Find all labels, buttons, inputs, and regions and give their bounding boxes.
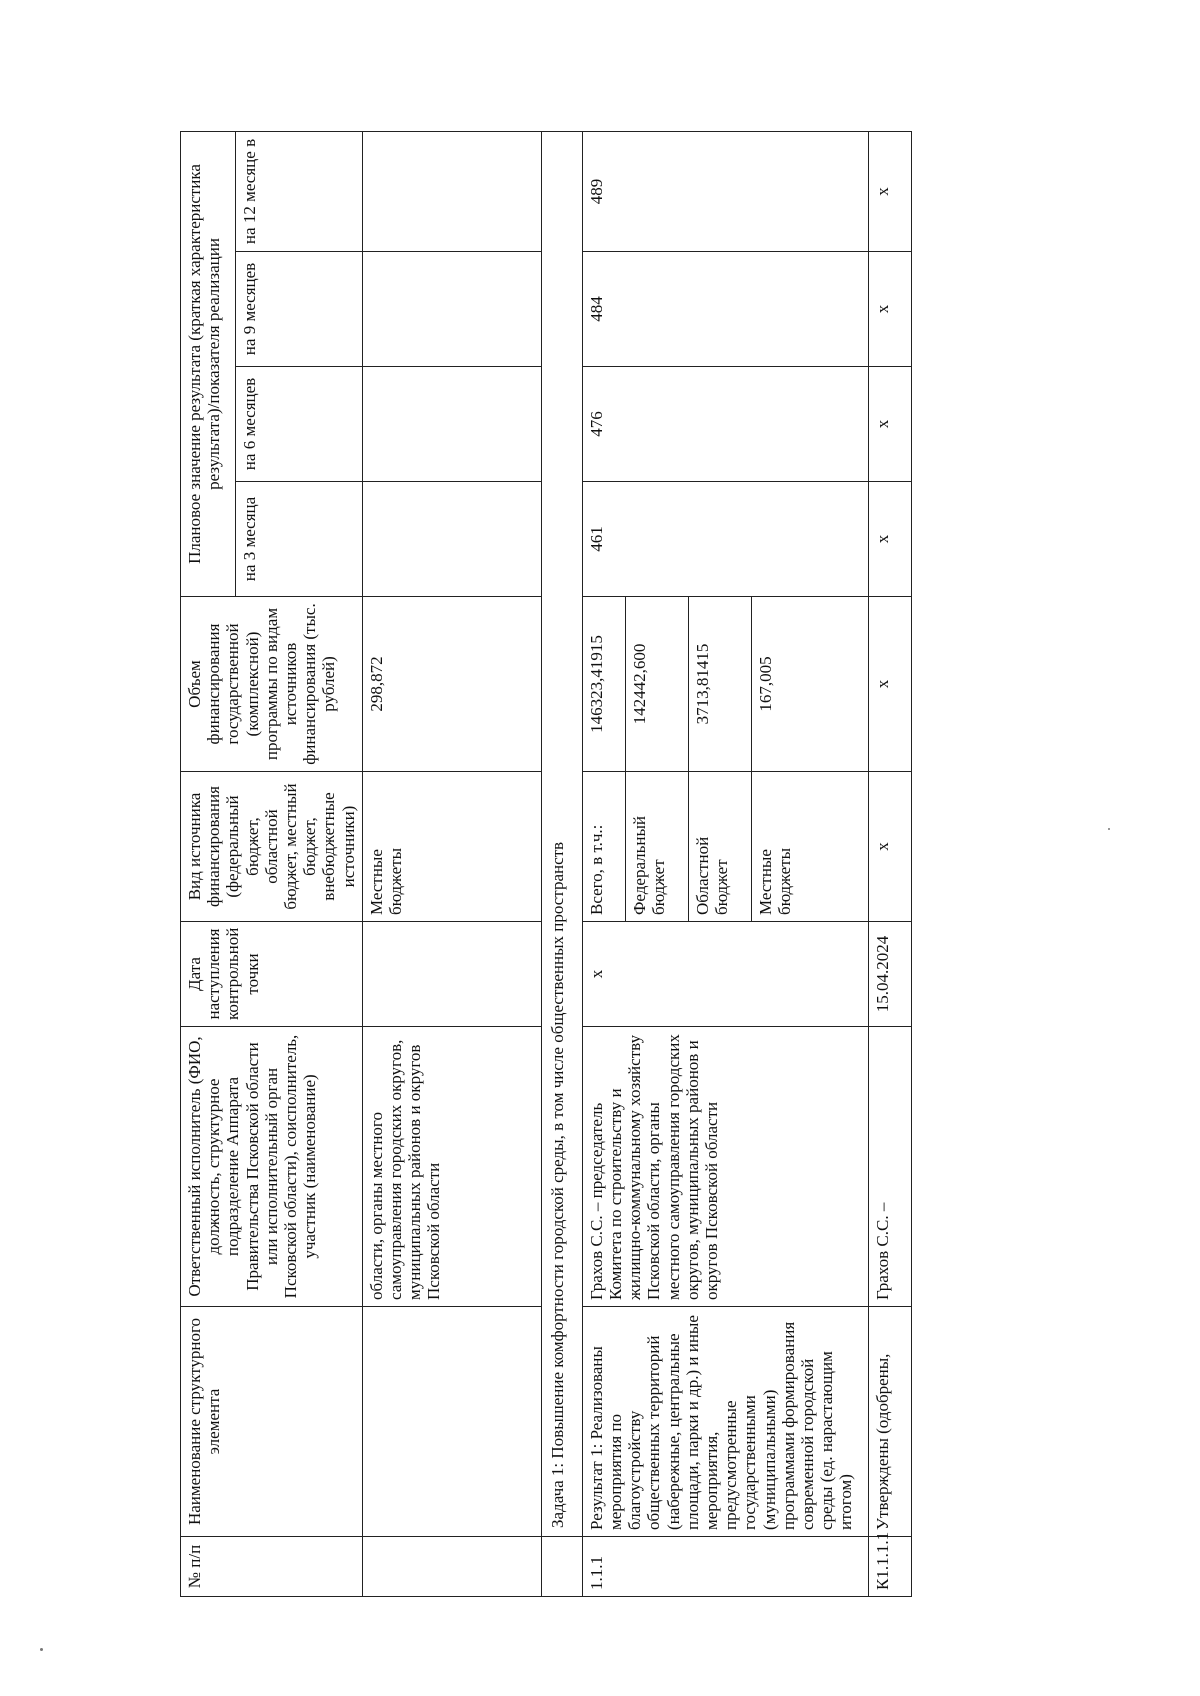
cont-date: [362, 922, 541, 1027]
row2-date: 15.04.2024: [868, 922, 911, 1027]
row1-volume-3: 167,005: [751, 597, 868, 772]
row1-m3: 461: [582, 482, 868, 597]
header-m9: на 9 месяцев: [235, 252, 362, 367]
cont-name: [362, 1307, 541, 1537]
row1-m9: 484: [582, 252, 868, 367]
row1-m12: 489: [582, 131, 868, 251]
row1-source-1: Федеральный бюджет: [625, 772, 688, 922]
row1-source-2: Областной бюджет: [688, 772, 751, 922]
row2-m9: х: [868, 252, 911, 367]
header-name: Наименование структурного элемента: [181, 1307, 363, 1537]
row2-num: К1.1.1.1: [868, 1537, 911, 1597]
row2-responsible: Грахов С.С. –: [868, 1027, 911, 1307]
header-source: Вид источника финансирования (федеральный бюджет, областной бюджет, местный бюджет, внебюджетные источники): [181, 772, 363, 922]
header-m6: на 6 месяцев: [235, 367, 362, 482]
control-point-row: [868, 131, 911, 1596]
row2-m3: х: [868, 482, 911, 597]
row1-responsible: Грахов С.С. – председатель Комитета по строительству и жилищно-коммунальному хозяйству Псковской области, органы местного самоуправления городских округов, муниципальных районов и округов Псковской области: [582, 1027, 868, 1307]
cont-responsible: области, органы местного самоуправления городских округов, муниципальных районов и округов Псковской области: [362, 1027, 541, 1307]
task-text: Задача 1: Повышение комфортности городской среды, в том числе общественных пространств: [541, 131, 582, 1536]
plan-table: [180, 131, 912, 1597]
header-volume: Объем финансирования государственной (комплексной) программы по видам источников финансирования (тыс. рублей): [181, 597, 363, 772]
header-row: [181, 131, 236, 1596]
row2-source: х: [868, 772, 911, 922]
header-m3: на 3 месяца: [235, 482, 362, 597]
task-row: [541, 131, 582, 1596]
row1-num: 1.1.1: [582, 1537, 868, 1597]
cont-source: Местные бюджеты: [362, 772, 541, 922]
rotated-document: [180, 132, 1091, 1597]
row1-name: Результат 1: Реализованы мероприятия по благоустройству общественных территорий (набережные, центральные площади, парки и др.) и иные мероприятия, предусмотренные государственными (муниципальными) программами формирования современной городской среды (ед. нарастающим итогом): [582, 1307, 868, 1537]
row2-m6: х: [868, 367, 911, 482]
row1-volume-0: 146323,41915: [582, 597, 625, 772]
row1-source-3: Местные бюджеты: [751, 772, 868, 922]
scan-speck: [1108, 828, 1110, 830]
row1-m6: 476: [582, 367, 868, 482]
cont-m12: [362, 131, 541, 251]
header-num: № п/п: [181, 1537, 363, 1597]
row2-m12: х: [868, 131, 911, 251]
cont-m6: [362, 367, 541, 482]
row1-date: х: [582, 922, 868, 1027]
scan-speck: [40, 1648, 43, 1651]
row1-volume-2: 3713,81415: [688, 597, 751, 772]
cont-volume: 298,872: [362, 597, 541, 772]
header-planned: Плановое значение результата (краткая характеристика результата)/показателя реализации: [181, 131, 236, 596]
result-row: [582, 131, 625, 1596]
header-responsible: Ответственный исполнитель (ФИО, должность, структурное подразделение Аппарата Правительства Псковской области или исполнительный орган Псковской области), соисполнитель, участник (наименование): [181, 1027, 363, 1307]
header-date: Дата наступления контрольной точки: [181, 922, 363, 1027]
continuation-row: [362, 131, 541, 1596]
row2-volume: х: [868, 597, 911, 772]
task-num: [541, 1537, 582, 1597]
row1-source-0: Всего, в т.ч.:: [582, 772, 625, 922]
row1-volume-1: 142442,600: [625, 597, 688, 772]
cont-m9: [362, 252, 541, 367]
row2-name: Утверждены (одобрены,: [868, 1307, 911, 1537]
cont-m3: [362, 482, 541, 597]
header-m12: на 12 месяце в: [235, 131, 362, 251]
cont-num: [362, 1537, 541, 1597]
